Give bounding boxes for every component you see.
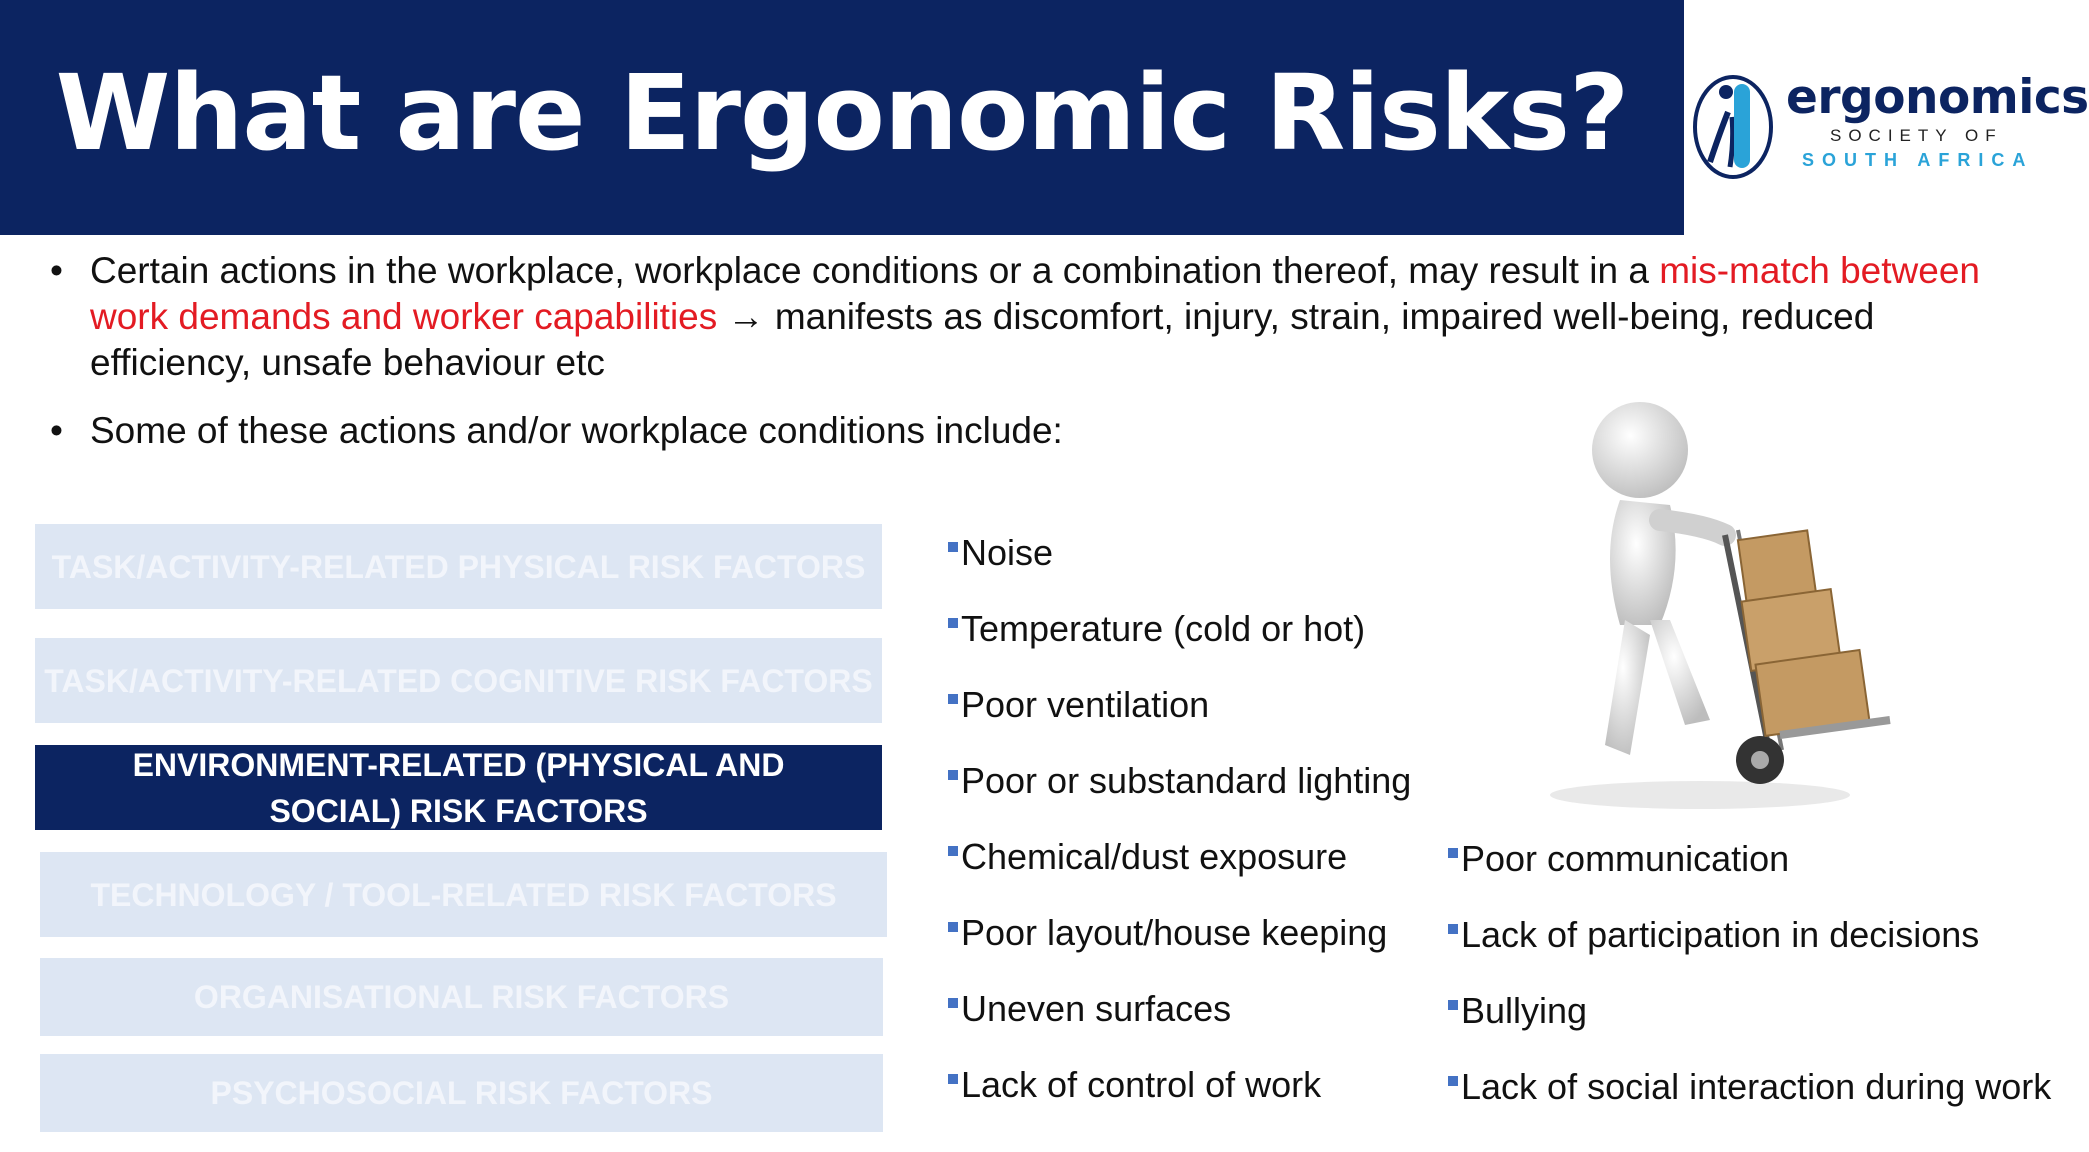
list-item: Bullying: [1448, 990, 1587, 1032]
risk-factor-physical[interactable]: TASK/ACTIVITY-RELATED PHYSICAL RISK FACTORS: [35, 524, 882, 609]
arrow-icon: →: [717, 296, 775, 337]
square-bullet-icon: [948, 998, 958, 1008]
square-bullet-icon: [1448, 1076, 1458, 1086]
square-bullet-icon: [948, 922, 958, 932]
list-item: Noise: [948, 532, 1053, 574]
square-bullet-icon: [1448, 848, 1458, 858]
square-bullet-icon: [1448, 1000, 1458, 1010]
logo-wordmark: ergonomics: [1786, 70, 2089, 125]
list-item: Lack of control of work: [948, 1064, 1321, 1106]
page-title: What are Ergonomic Risks?: [55, 52, 1629, 174]
square-bullet-icon: [948, 1074, 958, 1084]
square-bullet-icon: [948, 542, 958, 552]
list-item: Poor ventilation: [948, 684, 1209, 726]
risk-factor-technology[interactable]: TECHNOLOGY / TOOL-RELATED RISK FACTORS: [40, 852, 887, 937]
risk-factor-psychosocial[interactable]: PSYCHOSOCIAL RISK FACTORS: [40, 1054, 883, 1132]
figure-with-hand-truck-icon: [1510, 395, 1958, 830]
bullet-1-highlight: mis-match between work demands and worker capabilities: [90, 250, 1980, 337]
risk-factor-cognitive[interactable]: TASK/ACTIVITY-RELATED COGNITIVE RISK FACTORS: [35, 638, 882, 723]
bullet-2-text: Some of these actions and/or workplace conditions include:: [90, 410, 1063, 451]
bullet-1: [50, 248, 1980, 386]
square-bullet-icon: [948, 770, 958, 780]
square-bullet-icon: [1448, 924, 1458, 934]
risk-factor-organisational[interactable]: ORGANISATIONAL RISK FACTORS: [40, 958, 883, 1036]
list-item: Lack of social interaction during work: [1448, 1066, 2051, 1108]
bullet-1-text: Certain actions in the workplace, workplace conditions or a combination thereof, may result in a: [90, 250, 1660, 291]
list-item: Chemical/dust exposure: [948, 836, 1347, 878]
square-bullet-icon: [948, 846, 958, 856]
square-bullet-icon: [948, 694, 958, 704]
essa-logo: [1690, 60, 2089, 190]
list-item: Temperature (cold or hot): [948, 608, 1365, 650]
bullet-1-consequence: manifests as discomfort, injury, strain, impaired well-being, reduced efficiency, unsafe behaviour etc: [90, 296, 1875, 383]
square-bullet-icon: [948, 618, 958, 628]
bullet-dot: •: [50, 410, 63, 451]
risk-factor-environment[interactable]: ENVIRONMENT-RELATED (PHYSICAL AND SOCIAL) RISK FACTORS: [35, 745, 882, 830]
list-item: Uneven surfaces: [948, 988, 1231, 1030]
bullet-dot: •: [50, 250, 63, 291]
list-item: Poor or substandard lighting: [948, 760, 1411, 802]
logo-subtitle: SOCIETY OF: [1830, 126, 2003, 145]
list-item: Lack of participation in decisions: [1448, 914, 1979, 956]
essa-logo-mark-icon: [1690, 72, 1776, 182]
logo-country: SOUTH AFRICA: [1802, 150, 2034, 170]
list-item: Poor layout/house keeping: [948, 912, 1387, 954]
list-item: Poor communication: [1448, 838, 1789, 880]
